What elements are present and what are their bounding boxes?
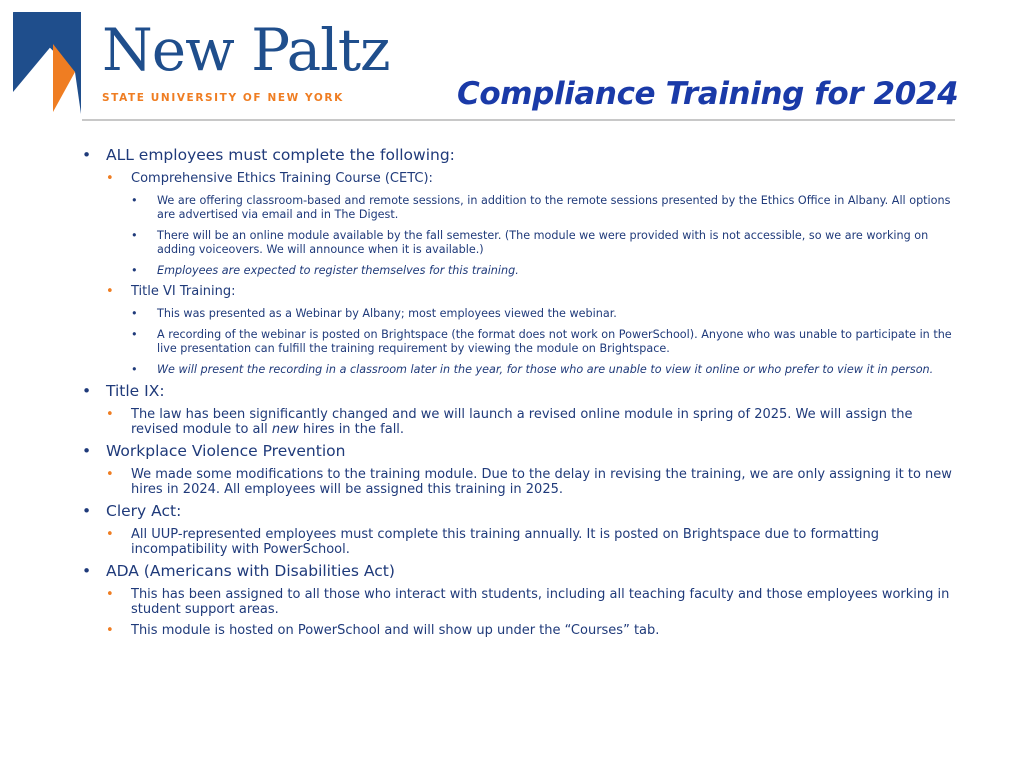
section-workplace-violence <box>80 441 960 461</box>
list-item <box>80 623 960 638</box>
list-item <box>80 264 960 278</box>
item-text: We made some modifications to the training module. Due to the delay in revising the training, we are only assigning it to new hires in 2024. All employees will be assigned this training in 2025. <box>131 466 952 497</box>
item-text: We will present the recording in a classroom later in the year, for those who are unable to view it online or who prefer to view it in person. <box>157 363 934 376</box>
bullet: • <box>106 283 114 299</box>
item-text: We are offering classroom-based and remote sessions, in addition to the remote sessions presented by the Ethics Office in Albany. All options are advertised via email and in The Digest. <box>157 194 951 221</box>
section-label: ALL employees must complete the following: <box>106 146 455 164</box>
bullet: • <box>106 526 114 542</box>
subsection-label: Comprehensive Ethics Training Course (CETC): <box>131 171 433 186</box>
page-title: Compliance Training for 2024 <box>457 76 959 112</box>
bullet: • <box>82 561 92 580</box>
item-text: There will be an online module available by the fall semester. (The module we were provided with is not accessible, so we are working on adding voiceovers. We will announce when it is available.) <box>157 229 929 256</box>
list-item <box>80 194 960 221</box>
item-text: This was presented as a Webinar by Albany; most employees viewed the webinar. <box>157 306 617 320</box>
bullet: • <box>106 171 114 186</box>
header-divider <box>82 119 955 121</box>
item-text: This module is hosted on PowerSchool and will show up under the “Courses” tab. <box>131 622 660 638</box>
list-item <box>80 587 960 617</box>
list-item <box>80 407 960 437</box>
bullet: • <box>131 229 138 242</box>
section-label: Clery Act: <box>106 501 182 520</box>
subsection-label: Title VI Training: <box>131 283 236 299</box>
section-label: Workplace Violence Prevention <box>106 441 346 460</box>
bullet: • <box>106 586 114 602</box>
item-text: All UUP-represented employees must complete this training annually. It is posted on Brightspace due to formatting incompatibility with PowerSchool. <box>131 526 880 557</box>
list-item <box>80 328 960 355</box>
section-label: ADA (Americans with Disabilities Act) <box>106 561 395 580</box>
bullet: • <box>106 406 114 422</box>
section-label: Title IX: <box>106 381 165 400</box>
section-title-ix <box>80 381 960 401</box>
bullet: • <box>131 363 138 376</box>
bullet: • <box>106 622 114 638</box>
bullet: • <box>131 194 138 207</box>
bullet: • <box>106 466 114 482</box>
section-all-employees <box>80 145 960 165</box>
subsection-cetc <box>80 171 960 186</box>
logo-subtitle: STATE UNIVERSITY OF NEW YORK <box>102 92 344 104</box>
logo-wordmark: New Paltz <box>102 16 390 84</box>
bullet: • <box>131 306 138 320</box>
logo-mark-icon <box>13 12 85 114</box>
bullet: • <box>82 146 92 164</box>
item-text: The law has been significantly changed and we will launch a revised online module in spring of 2025. We will assign the revised module to all new hires in the fall. <box>131 406 913 437</box>
bullet: • <box>131 328 138 341</box>
list-item <box>80 363 960 377</box>
slide-body <box>80 142 960 642</box>
list-item <box>80 527 960 557</box>
bullet: • <box>82 381 92 400</box>
list-item <box>80 467 960 497</box>
item-text: This has been assigned to all those who interact with students, including all teaching faculty and those employees working in student support areas. <box>131 586 950 617</box>
section-clery-act <box>80 501 960 521</box>
new-paltz-logo <box>10 12 390 118</box>
section-ada <box>80 561 960 581</box>
item-text: A recording of the webinar is posted on Brightspace (the format does not work on PowerSchool). Anyone who was unable to participate in the live presentation can fulfill the training requirement by viewing the module on Brightspace. <box>157 328 952 355</box>
bullet: • <box>131 264 138 277</box>
bullet: • <box>82 501 92 520</box>
subsection-title-vi <box>80 284 960 299</box>
list-item <box>80 229 960 256</box>
item-text: Employees are expected to register themselves for this training. <box>157 264 519 277</box>
bullet: • <box>82 441 92 460</box>
list-item <box>80 307 960 321</box>
